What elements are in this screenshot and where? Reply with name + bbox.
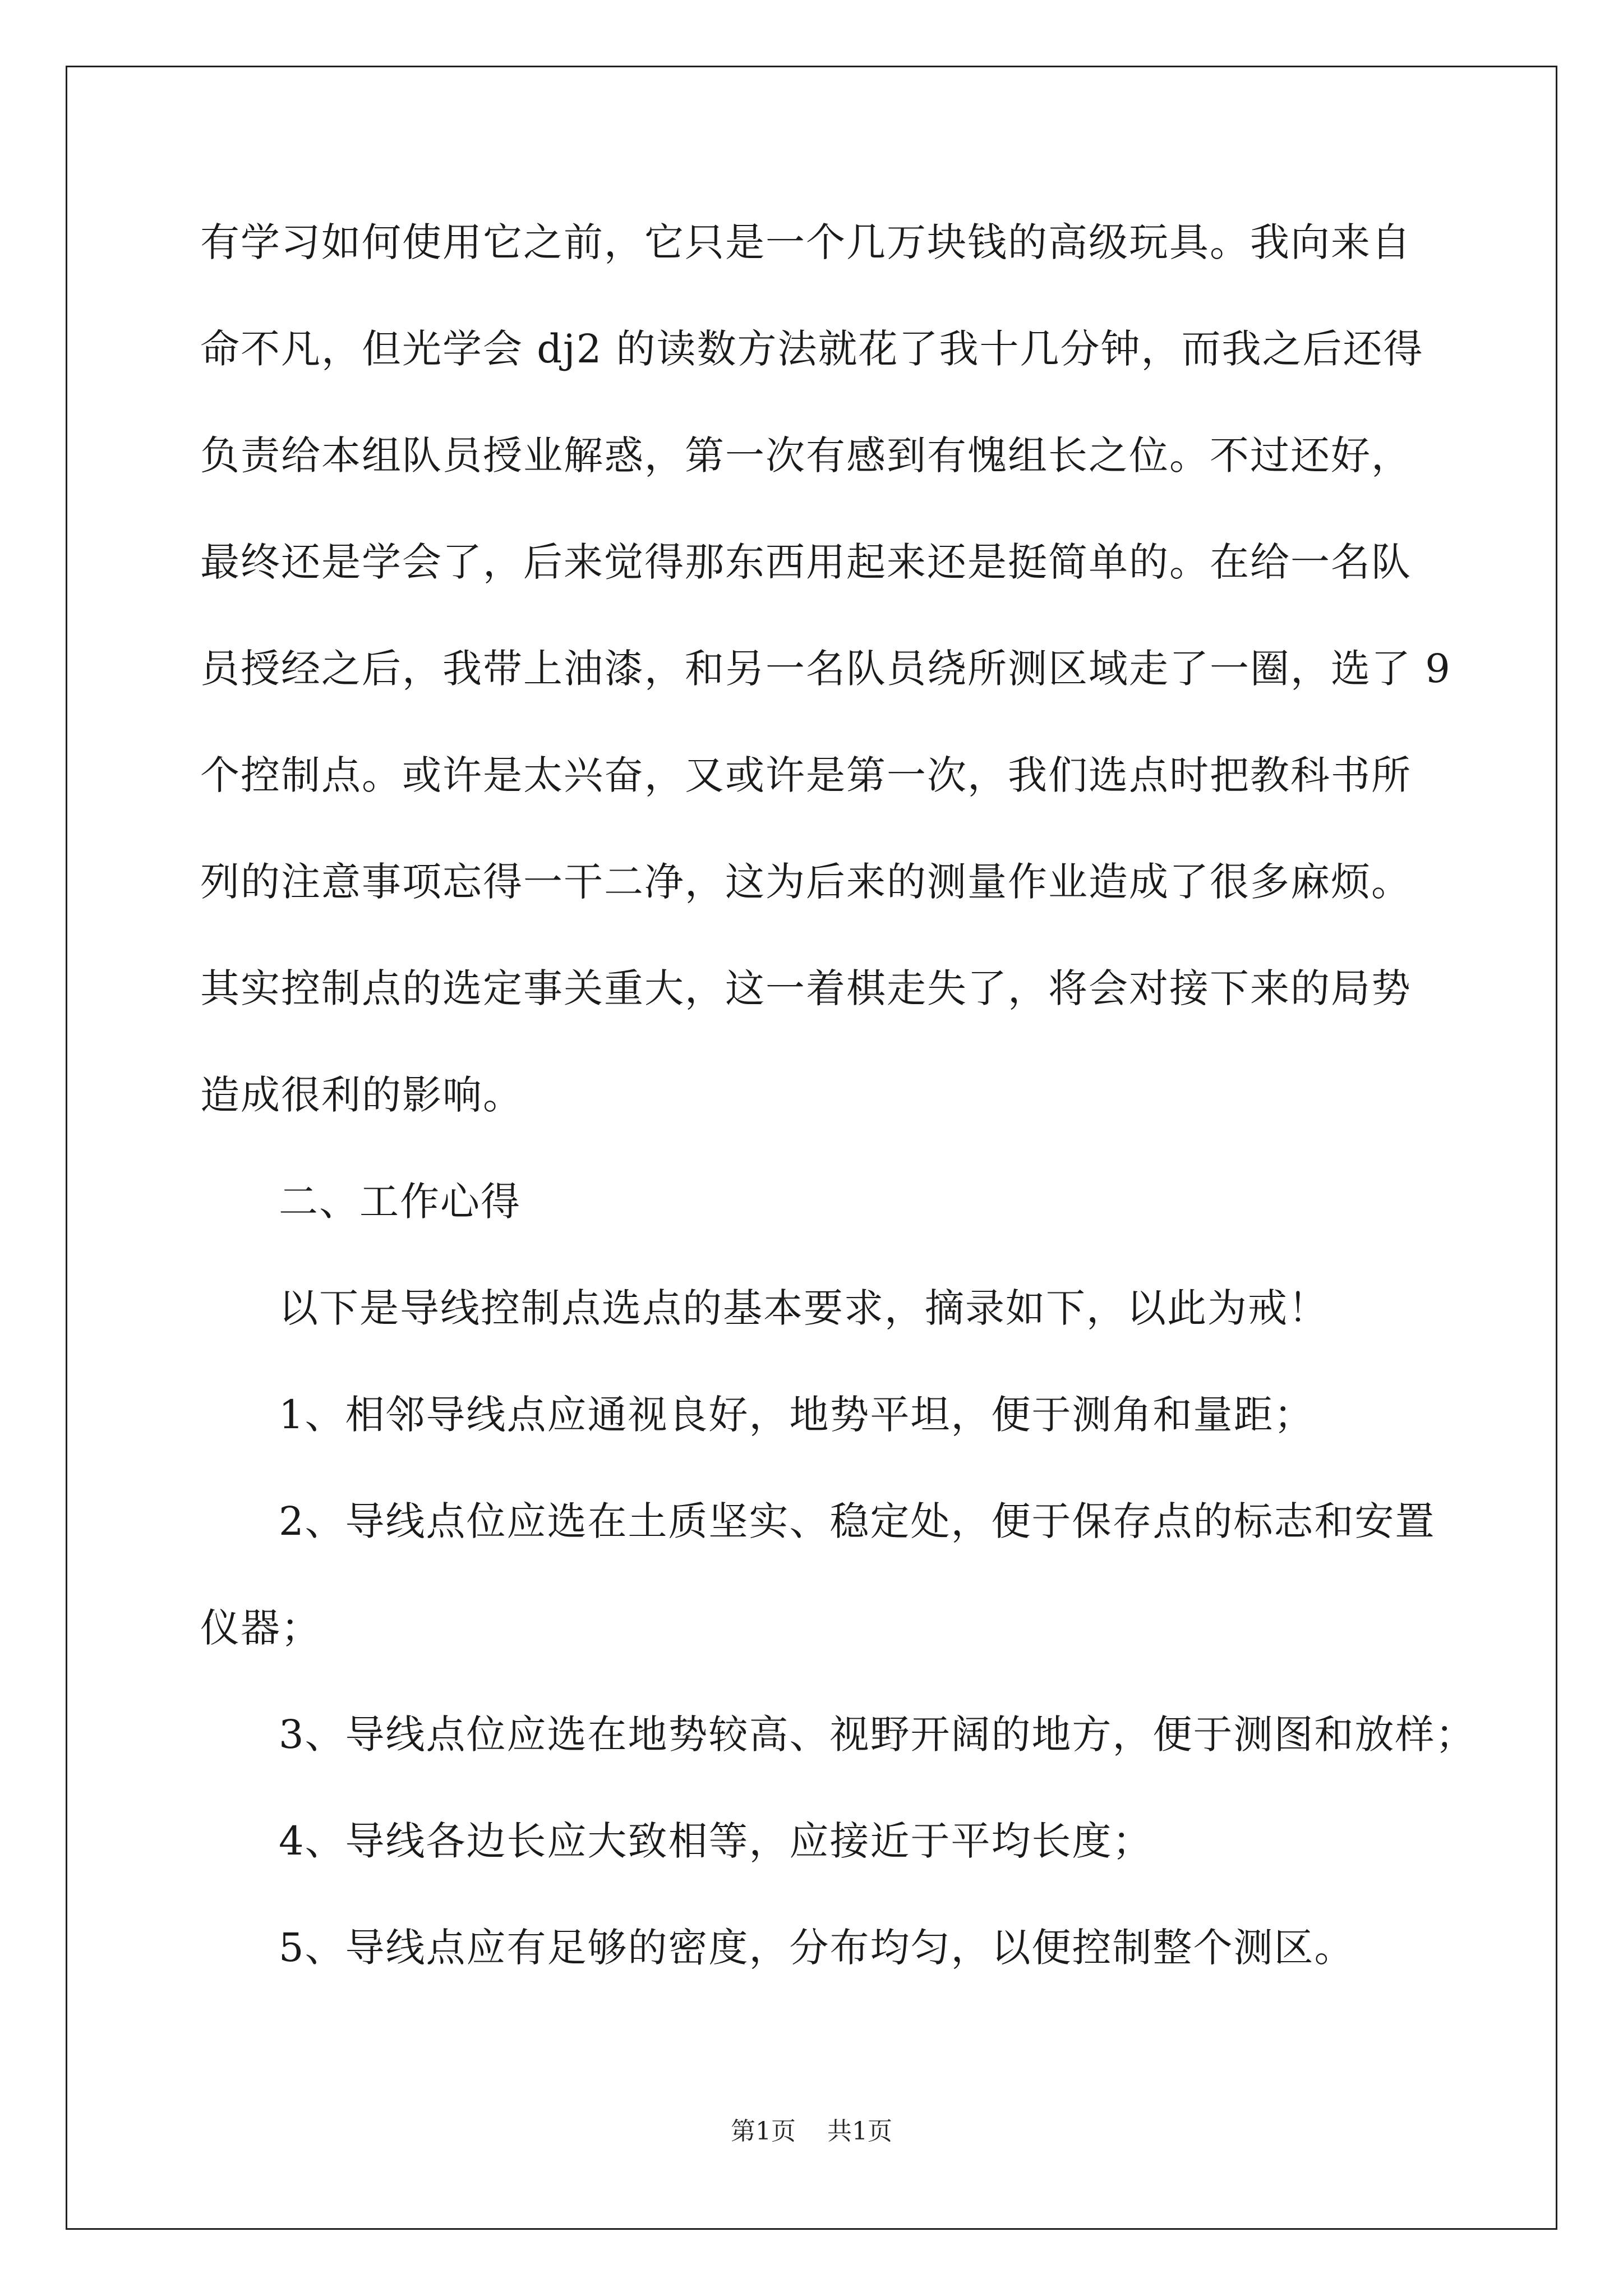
paragraph-line: 列的注意事项忘得一干二净，这为后来的测量作业造成了很多麻烦。	[200, 859, 1412, 905]
list-item: 4、导线各边长应大致相等，应接近于平均长度；	[279, 1818, 1153, 1864]
list-item: 5、导线点应有足够的密度，分布均匀，以便控制整个测区。	[279, 1925, 1355, 1971]
paragraph-line: 命不凡，但光学会 dj2 的读数方法就花了我十几分钟，而我之后还得	[200, 326, 1424, 372]
paragraph-line: 个控制点。或许是太兴奋，又或许是第一次，我们选点时把教科书所	[200, 752, 1412, 798]
paragraph-line: 员授经之后，我带上油漆，和另一名队员绕所测区域走了一圈，选了 9	[200, 646, 1451, 692]
page-footer	[0, 2115, 1623, 2148]
page-border	[66, 66, 1557, 2230]
list-item: 1、相邻导线点应通视良好，地势平坦，便于测角和量距；	[279, 1392, 1315, 1438]
paragraph-line: 最终还是学会了，后来觉得那东西用起来还是挺简单的。在给一名队	[200, 539, 1412, 585]
paragraph-line: 造成很利的影响。	[200, 1072, 523, 1118]
page-total: 共1页	[827, 2117, 892, 2146]
list-item: 2、导线点位应选在土质坚实、稳定处，便于保存点的标志和安置	[279, 1498, 1436, 1544]
paragraph-line: 其实控制点的选定事关重大，这一着棋走失了，将会对接下来的局势	[200, 965, 1412, 1011]
list-item: 3、导线点位应选在地势较高、视野开阔的地方，便于测图和放样；	[279, 1711, 1476, 1757]
paragraph-line: 负责给本组队员授业解惑，第一次有感到有愧组长之位。不过还好，	[200, 432, 1412, 478]
intro-line: 以下是导线控制点选点的基本要求，摘录如下，以此为戒！	[279, 1285, 1329, 1331]
list-item-continuation: 仪器；	[200, 1605, 321, 1651]
page-number: 第1页	[731, 2117, 796, 2146]
paragraph-line: 有学习如何使用它之前，它只是一个几万块钱的高级玩具。我向来自	[200, 219, 1412, 265]
section-heading: 二、工作心得	[279, 1179, 521, 1225]
